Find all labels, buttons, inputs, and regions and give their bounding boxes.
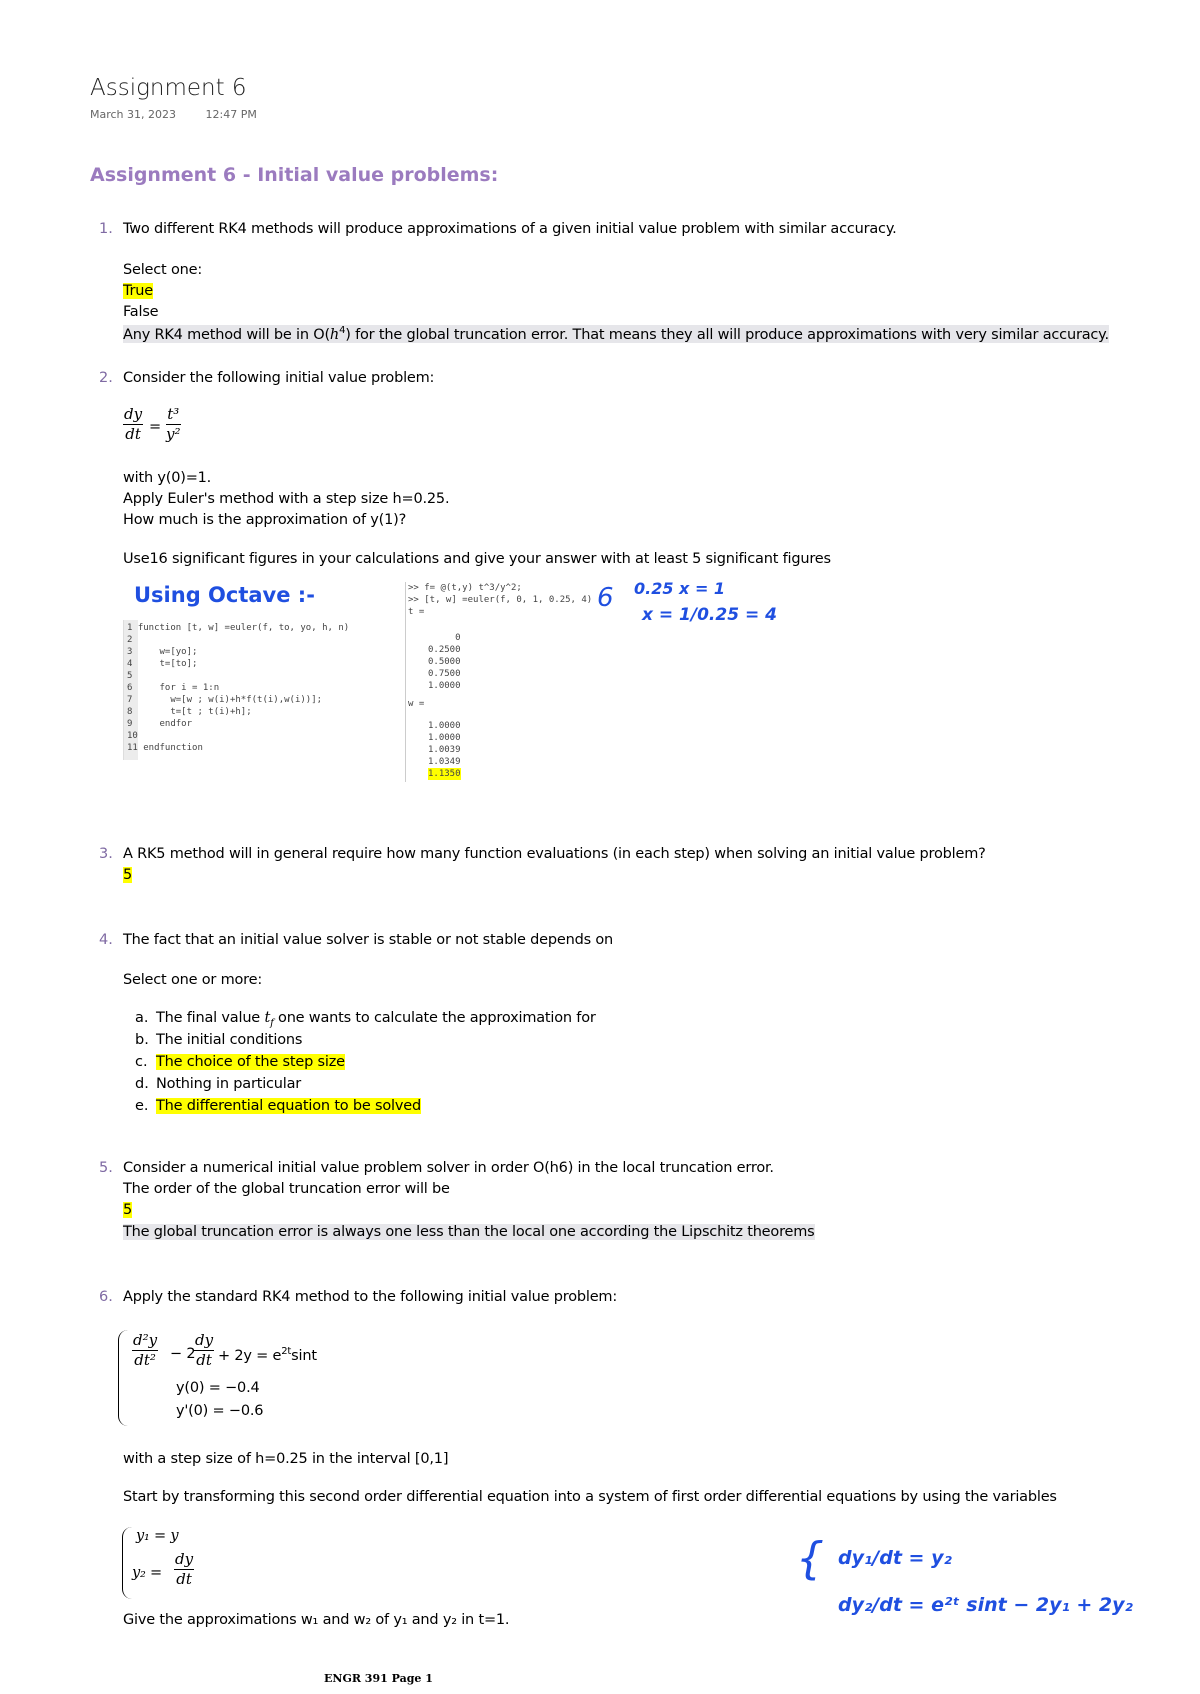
q6-minus-two: − 2 [170,1346,196,1362]
q5-text-2: The order of the global truncation error will be [123,1181,450,1197]
q6-var-2-fraction [174,1550,194,1589]
q3-number: 3. [99,846,113,862]
q6-text: Apply the standard RK4 method to the following initial value problem: [123,1289,618,1305]
q4-option-e-letter: e. [135,1098,149,1114]
q2-number: 2. [99,370,113,386]
q4-option-a [156,1010,596,1029]
q2-equals: = [149,419,161,435]
q6-dy-num: dy [195,1331,214,1349]
q6-brace [118,1330,129,1426]
editor-code-line: 2 [127,635,133,645]
w-value: 1.0039 [428,745,461,755]
handwritten-eq-1: dy₁/dt = y₂ [838,1547,952,1569]
w-value: 1.1350 [428,769,461,779]
editor-code-line: 7 w=[w ; w(i)+h*f(t(i),w(i))]; [127,695,323,705]
q4-option-a-var: t [264,1010,271,1026]
page-time: 12:47 PM [205,108,257,121]
q2-rhs-fraction [166,405,181,444]
q2-apply: Apply Euler's method with a step size h=0.25. [123,491,450,507]
q2-lhs-den: dt [125,425,141,443]
q6-var-2-den: dt [176,1570,192,1588]
editor-code-line: 10 [127,731,138,741]
q6-var-2-num: dy [175,1550,194,1568]
page-meta [90,108,283,121]
q4-option-e: The differential equation to be solved [156,1098,421,1114]
editor-code [127,622,349,754]
editor-code-line: 4 t=[to]; [127,659,198,669]
q2-rhs-den: y² [166,425,181,443]
q2-initial-condition: with y(0)=1. [123,470,212,486]
q6-give: Give the approximations w₁ and w₂ of y₁ and y₂ in t=1. [123,1612,510,1628]
editor-code-line: 9 endfor [127,719,193,729]
q4-option-a-sub: f [270,1017,274,1029]
handwritten-using-octave: Using Octave :- [134,583,315,607]
q2-lhs-fraction [123,405,143,444]
handwritten-brace: { [796,1533,824,1584]
w-value: 1.0349 [428,757,461,767]
q4-option-b: The initial conditions [156,1032,303,1048]
q1-explain-h: h [329,326,340,343]
q6-eq-tail: sint [291,1347,317,1364]
editor-code-line: 8 t=[t ; t(i)+h]; [127,707,252,717]
q2-question: How much is the approximation of y(1)? [123,512,407,528]
octave-console-screenshot [405,582,606,782]
q1-explain-pre: Any RK4 method will be in O( [123,326,330,343]
q1-option-false: False [123,304,159,320]
q2-instruction: Use16 significant figures in your calculations and give your answer with at least 5 significant figures [123,551,831,567]
handwritten-note-2: x = 1/0.25 = 4 [642,605,777,625]
q1-option-true: True [123,283,153,299]
editor-code-line: 5 [127,671,133,681]
handwritten-eq-2: dy₂/dt = e²ᵗ sint − 2y₁ + 2y₂ [838,1594,1133,1616]
q5-text: Consider a numerical initial value problem solver in order O(h6) in the local truncation error. [123,1160,774,1176]
q6-var-1: y₁ = y [136,1528,179,1544]
q6-dy-den: dt [196,1351,212,1369]
q6-transform: Start by transforming this second order differential equation into a system of first order differential equations by using the variables [123,1489,1057,1505]
console-line: >> [t, w] =euler(f, 0, 1, 0.25, 4) [408,595,593,605]
q2-text: Consider the following initial value problem: [123,370,435,386]
handwritten-six: 6 [597,583,614,613]
handwritten-note-1: 0.25 x = 1 [634,579,726,598]
q6-eq-exp: 2t [281,1346,292,1357]
t-value: 1.0000 [428,681,461,691]
q1-explain-post: ) for the global truncation error. That means they all will produce approximations with very similar accuracy. [345,326,1109,343]
q4-option-d: Nothing in particular [156,1076,302,1092]
w-label: w = [408,699,425,709]
q6-equation-rhs [218,1346,317,1364]
editor-code-line: 11 endfunction [127,743,203,753]
q4-text: The fact that an initial value solver is stable or not stable depends on [123,932,614,948]
q4-option-a-post: one wants to calculate the approximation for [273,1010,596,1026]
q5-answer: 5 [123,1202,133,1218]
page-date: March 31, 2023 [90,108,177,121]
section-heading: Assignment 6 - Initial value problems: [90,164,499,186]
console-line: t = [408,607,425,617]
q4-option-b-letter: b. [135,1032,149,1048]
q6-ic-1: y(0) = −0.4 [176,1380,260,1396]
q1-select-label: Select one: [123,262,203,278]
q6-step: with a step size of h=0.25 in the interval [0,1] [123,1451,449,1467]
console-line: >> f= @(t,y) t^3/y^2; [408,583,522,593]
q4-option-a-letter: a. [135,1010,149,1026]
q6-number: 6. [99,1289,113,1305]
t-value: 0.7500 [428,669,461,679]
page-title: Assignment 6 [90,75,247,101]
t-value: 0.5000 [428,657,461,667]
q3-text: A RK5 method will in general require how many function evaluations (in each step) when solving an initial value problem? [123,846,986,862]
q4-select-label: Select one or more: [123,972,263,988]
q1-number: 1. [99,221,113,237]
w-value: 1.0000 [428,721,461,731]
q2-lhs-num: dy [124,405,143,423]
q4-number: 4. [99,932,113,948]
q4-option-c-letter: c. [135,1054,148,1070]
q1-explanation [123,325,1109,343]
editor-code-line: 3 w=[yo]; [127,647,198,657]
q1-text: Two different RK4 methods will produce approximations of a given initial value problem with similar accuracy. [123,221,897,237]
q6-dy-fraction [194,1331,214,1370]
q1-explain-exp: 4 [339,325,346,336]
w-value: 1.0000 [428,733,461,743]
q6-d2y-den: dt² [134,1351,156,1369]
t-value: 0 [455,633,461,643]
q4-option-a-pre: The final value [156,1010,265,1026]
q6-variables-brace [122,1527,133,1599]
editor-code-line: 1 function [t, w] =euler(f, to, yo, h, n) [127,623,350,633]
console-code [408,582,592,618]
q6-ic-2: y'(0) = −0.6 [176,1403,264,1419]
page-footer: ENGR 391 Page 1 [324,1672,433,1685]
q2-rhs-num: t³ [167,405,180,423]
octave-editor-screenshot [123,620,394,760]
q6-eq-rest: + 2y = e [218,1347,282,1364]
w-values [428,720,461,780]
q5-explanation: The global truncation error is always one less than the local one according the Lipschitz theorems [123,1224,815,1240]
editor-code-line: 6 for i = 1:n [127,683,220,693]
q3-answer: 5 [123,867,133,883]
t-value: 0.2500 [428,645,461,655]
q6-d2y-num: d²y [133,1331,158,1349]
q4-option-d-letter: d. [135,1076,149,1092]
t-values [428,632,461,692]
q6-d2y-fraction [132,1331,158,1370]
q4-option-c: The choice of the step size [156,1054,345,1070]
q5-number: 5. [99,1160,113,1176]
q6-var-2-lhs: y₂ = [132,1565,162,1581]
